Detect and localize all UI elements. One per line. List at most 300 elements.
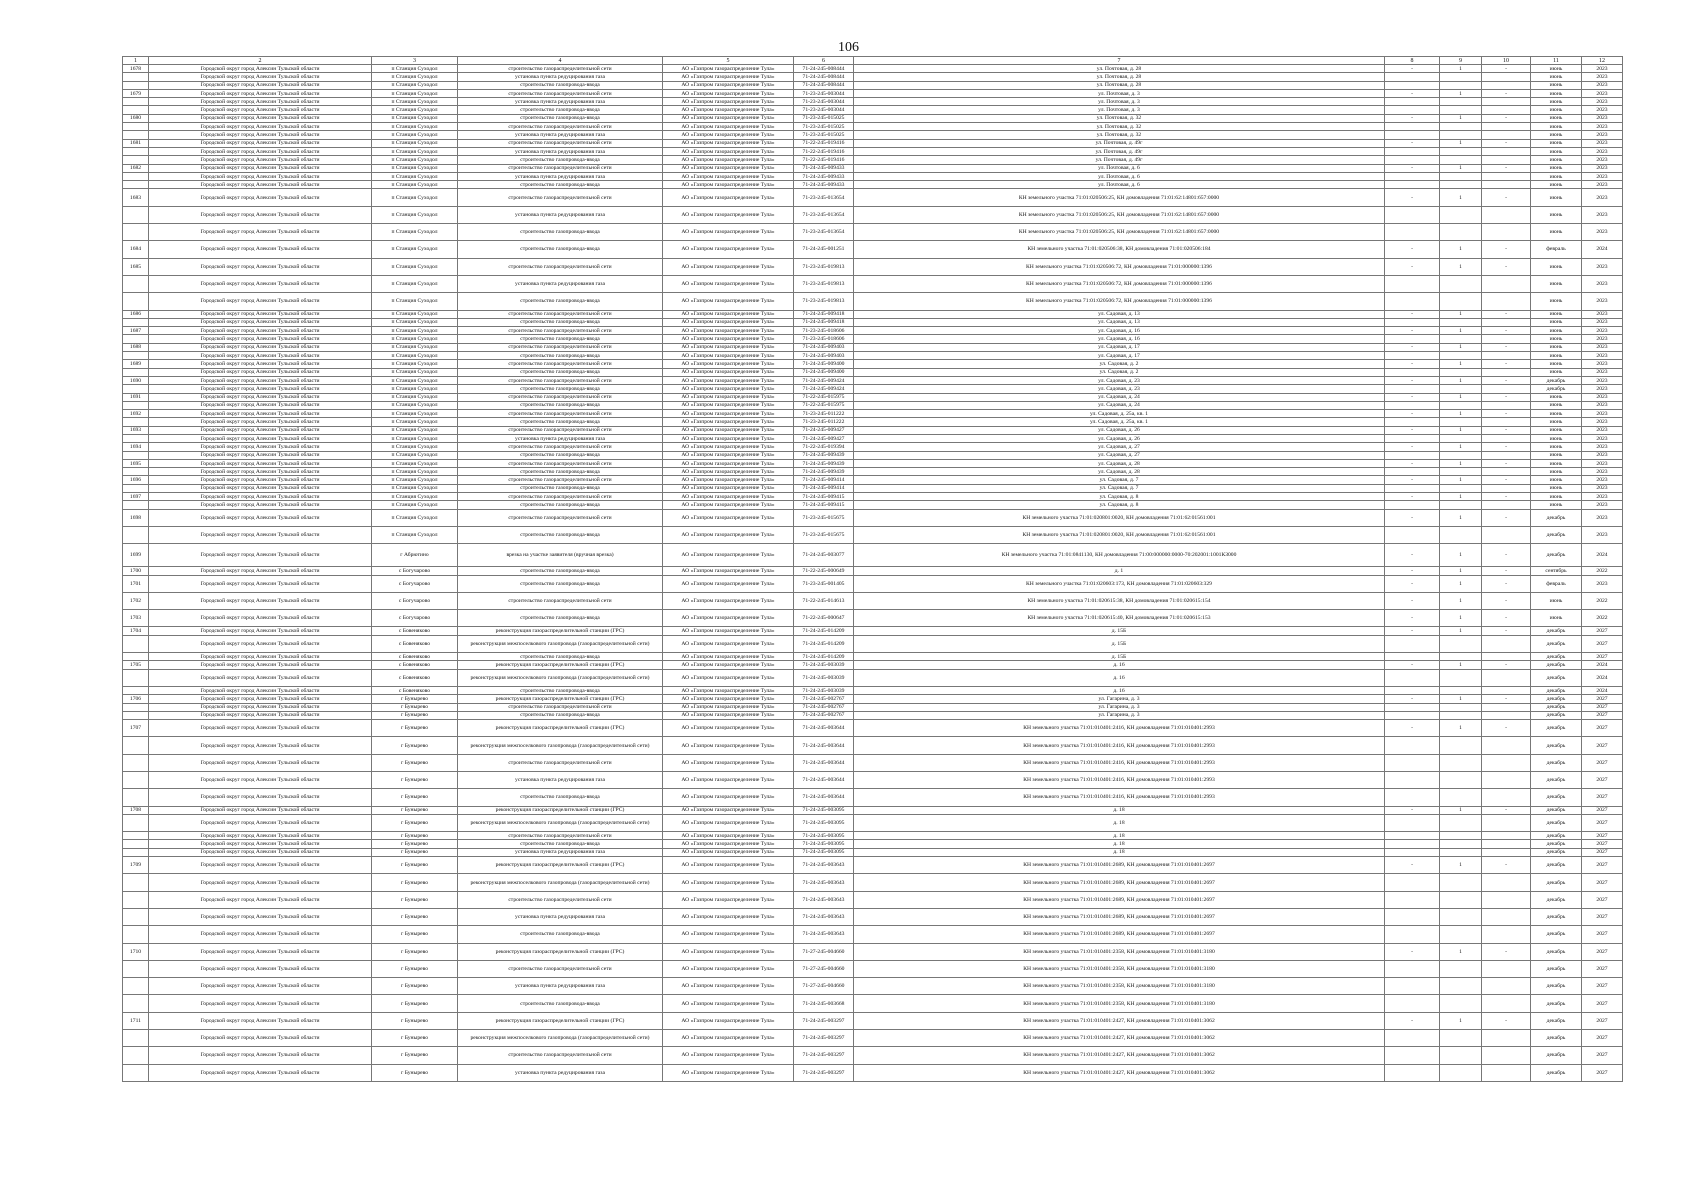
table-row xyxy=(123,181,1623,189)
locality-cell: п Станция Суходол xyxy=(372,98,458,106)
district-cell: Городской округ город Алексин Тульской области xyxy=(149,81,372,89)
organization-cell: АО «Газпром газораспределение Тула» xyxy=(663,434,794,442)
month-cell: декабрь xyxy=(1531,509,1582,526)
col8-cell xyxy=(1385,368,1440,376)
address-cell: д. 18 xyxy=(854,840,1385,848)
locality-cell: г Бунырево xyxy=(372,720,458,737)
col8-cell xyxy=(1385,335,1440,343)
col10-cell: - xyxy=(1482,943,1531,960)
col9-cell xyxy=(1440,832,1482,840)
col8-cell xyxy=(1385,206,1440,223)
col8-cell xyxy=(1385,293,1440,310)
table-row xyxy=(123,575,1623,592)
application-id-cell: 71-23-245-015675 xyxy=(794,509,854,526)
month-cell: июнь xyxy=(1531,410,1582,418)
col10-cell xyxy=(1482,352,1531,360)
address-cell: ул. Садовая, д. 7 xyxy=(854,484,1385,492)
table-row xyxy=(123,720,1623,737)
col9-cell: 1 xyxy=(1440,65,1482,73)
col9-cell xyxy=(1440,318,1482,326)
table-row xyxy=(123,686,1623,694)
col9-cell: 1 xyxy=(1440,310,1482,318)
month-cell: декабрь xyxy=(1531,848,1582,856)
month-cell: декабрь xyxy=(1531,857,1582,874)
col10-cell xyxy=(1482,147,1531,155)
month-cell: июнь xyxy=(1531,352,1582,360)
col10-cell xyxy=(1482,789,1531,806)
locality-cell: п Станция Суходол xyxy=(372,73,458,81)
address-cell: ул. Садовая, д. 8 xyxy=(854,493,1385,501)
locality-cell: п Станция Суходол xyxy=(372,81,458,89)
month-cell: декабрь xyxy=(1531,720,1582,737)
table-row xyxy=(123,1030,1623,1047)
month-cell: июнь xyxy=(1531,443,1582,451)
row-number-cell: 1701 xyxy=(123,575,149,592)
col8-cell xyxy=(1385,468,1440,476)
work-type-cell: строительство газораспределительной сети xyxy=(458,164,663,172)
district-cell: Городской округ город Алексин Тульской области xyxy=(149,1030,372,1047)
col9-cell xyxy=(1440,926,1482,943)
address-cell: ул. Садовая, д. 13 xyxy=(854,310,1385,318)
row-number-cell xyxy=(123,1047,149,1064)
year-cell: 2023 xyxy=(1582,393,1623,401)
col10-cell xyxy=(1482,106,1531,114)
month-cell: июнь xyxy=(1531,592,1582,609)
organization-cell: АО «Газпром газораспределение Тула» xyxy=(663,737,794,754)
application-id-cell: 71-24-245-014209 xyxy=(794,635,854,652)
locality-cell: п Станция Суходол xyxy=(372,401,458,409)
district-cell: Городской округ город Алексин Тульской области xyxy=(149,960,372,977)
work-type-cell: строительство газопровода-ввода xyxy=(458,241,663,258)
organization-cell: АО «Газпром газораспределение Тула» xyxy=(663,65,794,73)
col10-cell xyxy=(1482,73,1531,81)
application-id-cell: 71-24-245-014209 xyxy=(794,653,854,661)
table-row xyxy=(123,1064,1623,1081)
work-type-cell: строительство газопровода-ввода xyxy=(458,156,663,164)
col8-cell xyxy=(1385,352,1440,360)
col8-cell: - xyxy=(1385,806,1440,814)
col8-cell xyxy=(1385,526,1440,543)
col10-cell xyxy=(1482,451,1531,459)
col9-cell: 1 xyxy=(1440,806,1482,814)
col8-cell xyxy=(1385,81,1440,89)
organization-cell: АО «Газпром газораспределение Тула» xyxy=(663,575,794,592)
year-cell: 2023 xyxy=(1582,89,1623,97)
row-number-cell xyxy=(123,81,149,89)
col10-cell xyxy=(1482,635,1531,652)
year-cell: 2023 xyxy=(1582,224,1623,241)
col9-cell xyxy=(1440,484,1482,492)
column-header: 7 xyxy=(854,57,1385,65)
locality-cell: г Бунырево xyxy=(372,995,458,1012)
locality-cell: п Станция Суходол xyxy=(372,224,458,241)
organization-cell: АО «Газпром газораспределение Тула» xyxy=(663,661,794,669)
address-cell: д. 15Б xyxy=(854,635,1385,652)
district-cell: Городской округ город Алексин Тульской области xyxy=(149,806,372,814)
district-cell: Городской округ город Алексин Тульской области xyxy=(149,275,372,292)
row-number-cell xyxy=(123,978,149,995)
organization-cell: АО «Газпром газораспределение Тула» xyxy=(663,669,794,686)
district-cell: Городской округ город Алексин Тульской области xyxy=(149,848,372,856)
district-cell: Городской округ город Алексин Тульской области xyxy=(149,393,372,401)
application-id-cell: 71-24-245-009418 xyxy=(794,310,854,318)
row-number-cell xyxy=(123,106,149,114)
district-cell: Городской округ город Алексин Тульской области xyxy=(149,661,372,669)
col10-cell xyxy=(1482,978,1531,995)
organization-cell: АО «Газпром газораспределение Тула» xyxy=(663,857,794,874)
col8-cell xyxy=(1385,434,1440,442)
col8-cell: - xyxy=(1385,310,1440,318)
district-cell: Городской округ город Алексин Тульской области xyxy=(149,443,372,451)
col10-cell xyxy=(1482,468,1531,476)
col10-cell: - xyxy=(1482,164,1531,172)
district-cell: Городской округ город Алексин Тульской области xyxy=(149,352,372,360)
organization-cell: АО «Газпром газораспределение Тула» xyxy=(663,526,794,543)
column-header: 4 xyxy=(458,57,663,65)
month-cell: декабрь xyxy=(1531,806,1582,814)
district-cell: Городской округ город Алексин Тульской области xyxy=(149,908,372,925)
address-cell: КН земельного участка 71:01:020615:38, КН домовладения 71:01:020615:154 xyxy=(854,592,1385,609)
locality-cell: с Бовеняково xyxy=(372,686,458,694)
table-row xyxy=(123,189,1623,206)
row-number-cell: 1706 xyxy=(123,695,149,703)
organization-cell: АО «Газпром газораспределение Тула» xyxy=(663,926,794,943)
col9-cell xyxy=(1440,526,1482,543)
locality-cell: п Станция Суходол xyxy=(372,468,458,476)
address-cell: ул. Садовая, д. 24 xyxy=(854,401,1385,409)
organization-cell: АО «Газпром газораспределение Тула» xyxy=(663,789,794,806)
year-cell: 2027 xyxy=(1582,754,1623,771)
address-cell: КН земельного участка 71:01:010401:2427, КН домовладения 71:01:010401:3062 xyxy=(854,1012,1385,1029)
district-cell: Городской округ город Алексин Тульской области xyxy=(149,737,372,754)
locality-cell: п Станция Суходол xyxy=(372,385,458,393)
locality-cell: г Бунырево xyxy=(372,857,458,874)
col9-cell xyxy=(1440,1047,1482,1064)
work-type-cell: строительство газопровода-ввода xyxy=(458,224,663,241)
year-cell: 2024 xyxy=(1582,544,1623,567)
table-row xyxy=(123,857,1623,874)
month-cell: июнь xyxy=(1531,434,1582,442)
district-cell: Городской округ город Алексин Тульской области xyxy=(149,484,372,492)
district-cell: Городской округ город Алексин Тульской области xyxy=(149,241,372,258)
year-cell: 2022 xyxy=(1582,567,1623,575)
application-id-cell: 71-24-245-014209 xyxy=(794,627,854,635)
col10-cell: - xyxy=(1482,661,1531,669)
table-row xyxy=(123,368,1623,376)
row-number-cell xyxy=(123,434,149,442)
year-cell: 2027 xyxy=(1582,789,1623,806)
address-cell: КН земельного участка 71:01:010401:2358, КН домовладения 71:01:010401:3180 xyxy=(854,943,1385,960)
col9-cell xyxy=(1440,501,1482,509)
organization-cell: АО «Газпром газораспределение Тула» xyxy=(663,293,794,310)
row-number-cell: 1707 xyxy=(123,720,149,737)
month-cell: июнь xyxy=(1531,493,1582,501)
table-row xyxy=(123,669,1623,686)
column-header: 8 xyxy=(1385,57,1440,65)
month-cell: декабрь xyxy=(1531,526,1582,543)
year-cell: 2023 xyxy=(1582,443,1623,451)
col8-cell xyxy=(1385,891,1440,908)
address-cell: ул. Садовая, д. 27 xyxy=(854,451,1385,459)
col8-cell: - xyxy=(1385,1012,1440,1029)
col8-cell xyxy=(1385,484,1440,492)
row-number-cell: 1680 xyxy=(123,114,149,122)
application-id-cell: 71-23-245-003044 xyxy=(794,89,854,97)
application-id-cell: 71-24-245-009427 xyxy=(794,434,854,442)
organization-cell: АО «Газпром газораспределение Тула» xyxy=(663,123,794,131)
col10-cell xyxy=(1482,401,1531,409)
address-cell: КН земельного участка 71:01:010401:2427, КН домовладения 71:01:010401:3062 xyxy=(854,1047,1385,1064)
application-id-cell: 71-24-245-003644 xyxy=(794,772,854,789)
col10-cell: - xyxy=(1482,592,1531,609)
district-cell: Городской округ город Алексин Тульской области xyxy=(149,592,372,609)
work-type-cell: установка пункта редуцирования газа xyxy=(458,131,663,139)
col9-cell xyxy=(1440,451,1482,459)
district-cell: Городской округ город Алексин Тульской области xyxy=(149,401,372,409)
work-type-cell: реконструкция газораспределительной станции (ГРС) xyxy=(458,695,663,703)
application-id-cell: 71-24-245-003668 xyxy=(794,995,854,1012)
organization-cell: АО «Газпром газораспределение Тула» xyxy=(663,181,794,189)
table-row xyxy=(123,806,1623,814)
organization-cell: АО «Газпром газораспределение Тула» xyxy=(663,653,794,661)
col10-cell xyxy=(1482,224,1531,241)
table-row xyxy=(123,493,1623,501)
application-id-cell: 71-27-245-004660 xyxy=(794,960,854,977)
row-number-cell: 1709 xyxy=(123,857,149,874)
application-id-cell: 71-23-245-015675 xyxy=(794,526,854,543)
work-type-cell: строительство газораспределительной сети xyxy=(458,258,663,275)
year-cell: 2023 xyxy=(1582,156,1623,164)
application-id-cell: 71-24-245-003644 xyxy=(794,754,854,771)
address-cell: ул. Садовая, д. 8 xyxy=(854,501,1385,509)
organization-cell: АО «Газпром газораспределение Тула» xyxy=(663,131,794,139)
month-cell: декабрь xyxy=(1531,669,1582,686)
year-cell: 2023 xyxy=(1582,418,1623,426)
work-type-cell: реконструкция газораспределительной станции (ГРС) xyxy=(458,857,663,874)
address-cell: КН земельного участка 71:01:010401:2358, КН домовладения 71:01:010401:3180 xyxy=(854,978,1385,995)
col9-cell xyxy=(1440,368,1482,376)
locality-cell: г Бунырево xyxy=(372,711,458,719)
col10-cell: - xyxy=(1482,509,1531,526)
locality-cell: г Бунырево xyxy=(372,891,458,908)
col8-cell xyxy=(1385,451,1440,459)
year-cell: 2023 xyxy=(1582,206,1623,223)
application-id-cell: 71-23-245-019813 xyxy=(794,275,854,292)
table-row xyxy=(123,908,1623,925)
col10-cell: - xyxy=(1482,139,1531,147)
row-number-cell xyxy=(123,840,149,848)
table-row xyxy=(123,501,1623,509)
locality-cell: г Бунырево xyxy=(372,1030,458,1047)
month-cell: июнь xyxy=(1531,189,1582,206)
row-number-cell: 1687 xyxy=(123,327,149,335)
col8-cell xyxy=(1385,814,1440,831)
work-type-cell: строительство газопровода-ввода xyxy=(458,575,663,592)
month-cell: декабрь xyxy=(1531,1012,1582,1029)
row-number-cell xyxy=(123,206,149,223)
row-number-cell xyxy=(123,131,149,139)
row-number-cell xyxy=(123,123,149,131)
organization-cell: АО «Газпром газораспределение Тула» xyxy=(663,335,794,343)
row-number-cell: 1711 xyxy=(123,1012,149,1029)
month-cell: июнь xyxy=(1531,81,1582,89)
table-row xyxy=(123,418,1623,426)
col10-cell xyxy=(1482,385,1531,393)
year-cell: 2023 xyxy=(1582,459,1623,467)
month-cell: июнь xyxy=(1531,418,1582,426)
work-type-cell: строительство газораспределительной сети xyxy=(458,89,663,97)
work-type-cell: строительство газопровода-ввода xyxy=(458,181,663,189)
col10-cell xyxy=(1482,1047,1531,1064)
district-cell: Городской округ город Алексин Тульской области xyxy=(149,114,372,122)
district-cell: Городской округ город Алексин Тульской области xyxy=(149,451,372,459)
year-cell: 2027 xyxy=(1582,995,1623,1012)
work-type-cell: строительство газораспределительной сети xyxy=(458,426,663,434)
table-row xyxy=(123,711,1623,719)
year-cell: 2024 xyxy=(1582,661,1623,669)
application-id-cell: 71-23-245-013654 xyxy=(794,224,854,241)
month-cell: июнь xyxy=(1531,368,1582,376)
year-cell: 2027 xyxy=(1582,695,1623,703)
month-cell: июнь xyxy=(1531,476,1582,484)
year-cell: 2024 xyxy=(1582,669,1623,686)
year-cell: 2023 xyxy=(1582,468,1623,476)
table-row xyxy=(123,327,1623,335)
col8-cell xyxy=(1385,385,1440,393)
col9-cell xyxy=(1440,635,1482,652)
work-type-cell: строительство газопровода-ввода xyxy=(458,368,663,376)
row-number-cell: 1679 xyxy=(123,89,149,97)
col9-cell: 1 xyxy=(1440,544,1482,567)
col10-cell xyxy=(1482,995,1531,1012)
district-cell: Городской округ город Алексин Тульской области xyxy=(149,224,372,241)
year-cell: 2023 xyxy=(1582,501,1623,509)
row-number-cell xyxy=(123,926,149,943)
work-type-cell: установка пункта редуцирования газа xyxy=(458,772,663,789)
address-cell: ул. Гагарина, д. 3 xyxy=(854,703,1385,711)
organization-cell: АО «Газпром газораспределение Тула» xyxy=(663,501,794,509)
table-row xyxy=(123,754,1623,771)
work-type-cell: строительство газораспределительной сети xyxy=(458,476,663,484)
col8-cell xyxy=(1385,1047,1440,1064)
month-cell: июнь xyxy=(1531,131,1582,139)
work-type-cell: строительство газораспределительной сети xyxy=(458,592,663,609)
row-number-cell: 1697 xyxy=(123,493,149,501)
year-cell: 2027 xyxy=(1582,978,1623,995)
district-cell: Городской округ город Алексин Тульской области xyxy=(149,476,372,484)
locality-cell: с Бовеняково xyxy=(372,661,458,669)
col8-cell xyxy=(1385,711,1440,719)
table-row xyxy=(123,789,1623,806)
locality-cell: г Бунырево xyxy=(372,703,458,711)
table-row xyxy=(123,635,1623,652)
district-cell: Городской округ город Алексин Тульской области xyxy=(149,327,372,335)
year-cell: 2027 xyxy=(1582,1064,1623,1081)
district-cell: Городской округ город Алексин Тульской области xyxy=(149,891,372,908)
gasification-table xyxy=(122,56,1623,1082)
work-type-cell: реконструкция газораспределительной станции (ГРС) xyxy=(458,661,663,669)
district-cell: Городской округ город Алексин Тульской области xyxy=(149,840,372,848)
col9-cell xyxy=(1440,1030,1482,1047)
district-cell: Городской округ город Алексин Тульской области xyxy=(149,189,372,206)
col8-cell: - xyxy=(1385,509,1440,526)
organization-cell: АО «Газпром газораспределение Тула» xyxy=(663,711,794,719)
col10-cell: - xyxy=(1482,343,1531,351)
col9-cell xyxy=(1440,891,1482,908)
year-cell: 2027 xyxy=(1582,703,1623,711)
district-cell: Городской округ город Алексин Тульской области xyxy=(149,686,372,694)
col9-cell xyxy=(1440,385,1482,393)
district-cell: Городской округ город Алексин Тульской области xyxy=(149,814,372,831)
address-cell: КН земельного участка 71:01:020603:173, КН домовладения 71:01:020603:329 xyxy=(854,575,1385,592)
application-id-cell: 71-23-245-003044 xyxy=(794,98,854,106)
col10-cell xyxy=(1482,814,1531,831)
month-cell: декабрь xyxy=(1531,840,1582,848)
district-cell: Городской округ город Алексин Тульской области xyxy=(149,874,372,891)
col10-cell xyxy=(1482,891,1531,908)
col8-cell: - xyxy=(1385,575,1440,592)
row-number-cell xyxy=(123,908,149,925)
application-id-cell: 71-24-245-003095 xyxy=(794,814,854,831)
application-id-cell: 71-24-245-009415 xyxy=(794,493,854,501)
year-cell: 2027 xyxy=(1582,848,1623,856)
locality-cell: г Бунырево xyxy=(372,754,458,771)
col9-cell xyxy=(1440,352,1482,360)
year-cell: 2027 xyxy=(1582,772,1623,789)
address-cell: д. 18 xyxy=(854,848,1385,856)
locality-cell: г Бунырево xyxy=(372,978,458,995)
page-number: 106 xyxy=(838,40,859,55)
col8-cell xyxy=(1385,848,1440,856)
table-row xyxy=(123,653,1623,661)
address-cell: ул. Садовая, д. 17 xyxy=(854,343,1385,351)
table-row xyxy=(123,661,1623,669)
year-cell: 2027 xyxy=(1582,711,1623,719)
col9-cell: 1 xyxy=(1440,661,1482,669)
row-number-cell: 1690 xyxy=(123,376,149,384)
district-cell: Городской округ город Алексин Тульской области xyxy=(149,754,372,771)
col8-cell xyxy=(1385,172,1440,180)
district-cell: Городской округ город Алексин Тульской области xyxy=(149,147,372,155)
district-cell: Городской округ город Алексин Тульской области xyxy=(149,343,372,351)
table-row xyxy=(123,410,1623,418)
district-cell: Городской округ город Алексин Тульской области xyxy=(149,1064,372,1081)
locality-cell: г Бунырево xyxy=(372,926,458,943)
col10-cell xyxy=(1482,123,1531,131)
year-cell: 2027 xyxy=(1582,1030,1623,1047)
col8-cell: - xyxy=(1385,695,1440,703)
year-cell: 2027 xyxy=(1582,814,1623,831)
locality-cell: г Бунырево xyxy=(372,943,458,960)
year-cell: 2027 xyxy=(1582,943,1623,960)
address-cell: ул. Почтовая, д. 6 xyxy=(854,181,1385,189)
work-type-cell: реконструкция газораспределительной станции (ГРС) xyxy=(458,627,663,635)
organization-cell: АО «Газпром газораспределение Тула» xyxy=(663,686,794,694)
work-type-cell: строительство газораспределительной сети xyxy=(458,393,663,401)
month-cell: июнь xyxy=(1531,139,1582,147)
address-cell: КН земельного участка 71:01:0841130, КН домовладения 71:00:000000:0000-70:202001:1001КЗ000 xyxy=(854,544,1385,567)
year-cell: 2023 xyxy=(1582,376,1623,384)
organization-cell: АО «Газпром газораспределение Тула» xyxy=(663,376,794,384)
locality-cell: п Станция Суходол xyxy=(372,206,458,223)
col9-cell xyxy=(1440,653,1482,661)
locality-cell: с Бовеняково xyxy=(372,627,458,635)
year-cell: 2023 xyxy=(1582,258,1623,275)
year-cell: 2023 xyxy=(1582,575,1623,592)
organization-cell: АО «Газпром газораспределение Тула» xyxy=(663,832,794,840)
locality-cell: г Бунырево xyxy=(372,848,458,856)
col10-cell: - xyxy=(1482,376,1531,384)
